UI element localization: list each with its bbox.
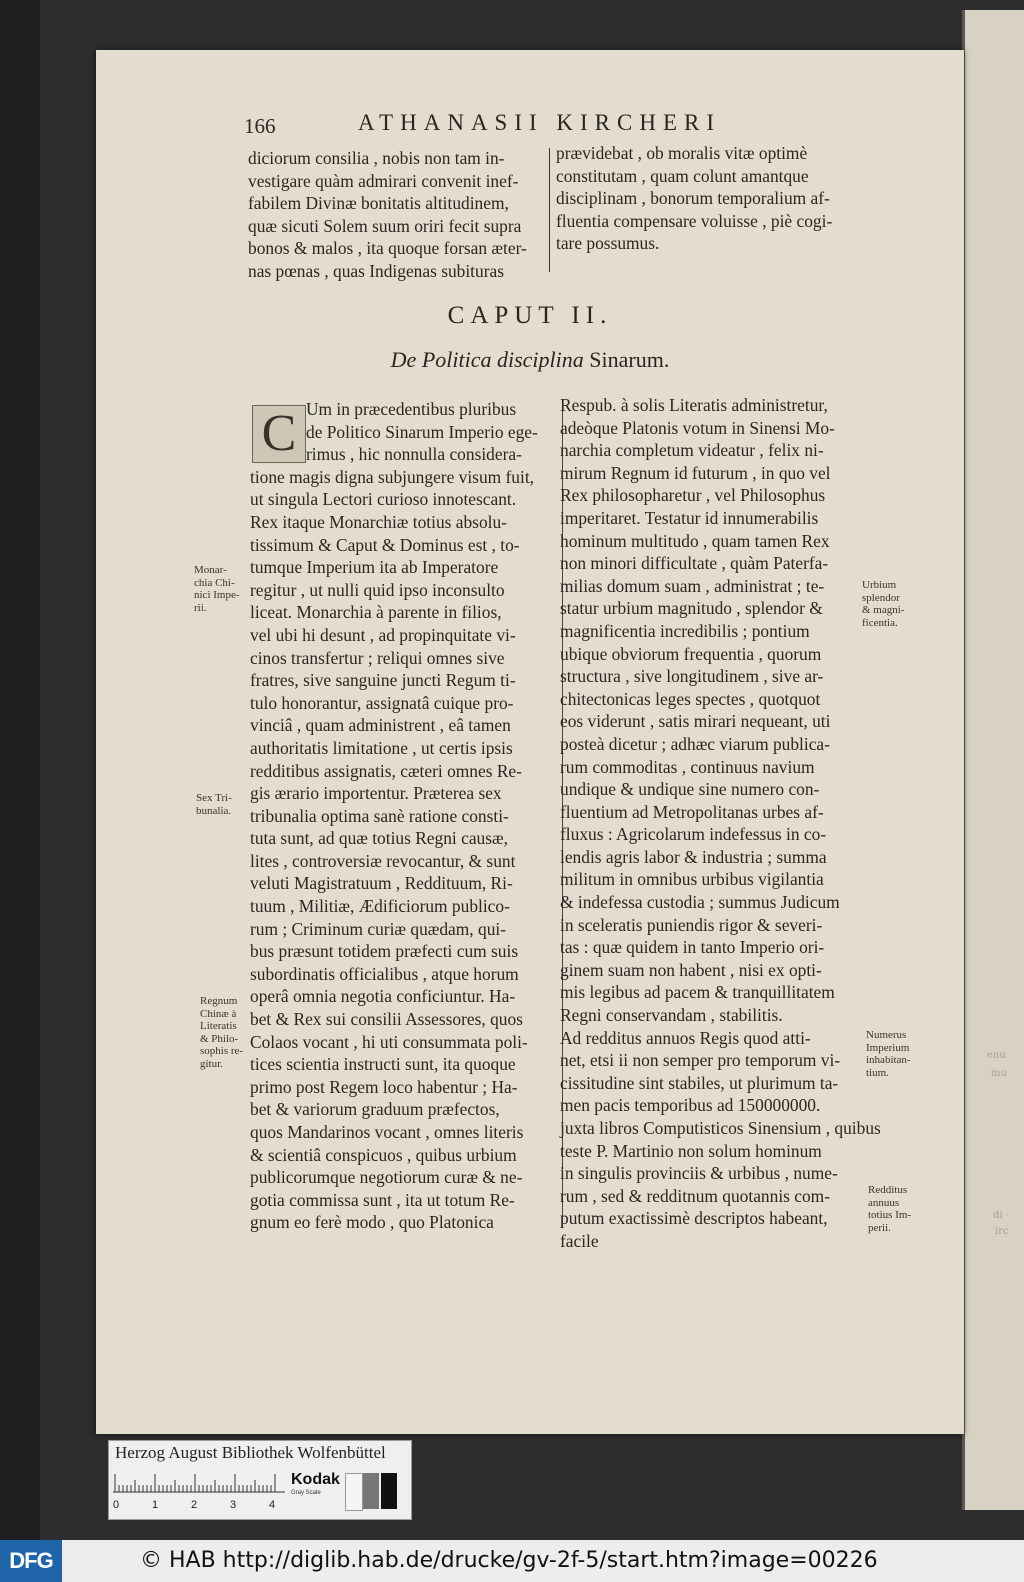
gray-scale-label: Gray Scale: [291, 1490, 321, 1496]
book-page: [96, 50, 964, 1434]
text-line: tices scientia instructi sunt, ita quoque: [250, 1054, 516, 1075]
text-line: net, etsi ii non semper pro temporum vi-: [560, 1050, 841, 1071]
text-line: bus præsunt totidem præfecti cum suis: [250, 941, 519, 962]
text-line: cinos transfertur ; reliqui omnes sive: [250, 647, 505, 668]
text-line: chitectonicas leges spectes , quotquot: [560, 688, 821, 709]
text-line: mirum Regnum id futurum , in quo vel: [560, 462, 831, 483]
column-rule-top: [549, 148, 550, 272]
text-line: Regni conservandam , stabilitis.: [560, 1005, 783, 1026]
ruler-number: 3: [230, 1499, 237, 1511]
ruler-number: 1: [152, 1499, 159, 1511]
text-line: subordinatis officialibus , atque horum: [250, 963, 519, 984]
marginal-note-urbium: [862, 579, 904, 629]
text-line: Ad redditus annuos Regis quod atti-: [560, 1027, 811, 1048]
text-line: vestigare quàm admirari convenit inef-: [248, 170, 519, 191]
marginal-line: bunalia.: [196, 804, 232, 817]
text-line: tissimum & Caput & Dominus est , to-: [250, 534, 520, 555]
left-dark-band: [0, 0, 40, 1540]
marginal-line: Monar-: [194, 564, 227, 576]
marginal-note-numerus: [866, 1029, 911, 1079]
text-line: facile: [560, 1230, 599, 1251]
text-line: gnum eo ferè modo , quo Platonica: [250, 1212, 494, 1233]
text-line: Um in præcedentibus pluribus: [306, 399, 517, 419]
chapter-title: CAPUT II.: [447, 302, 613, 329]
text-line: vel ubi hi desunt , ad propinquitate vi-: [250, 624, 516, 645]
marginal-line: sophis re-: [200, 1045, 244, 1058]
top-right-column: [556, 142, 856, 255]
body-left-column: [250, 398, 550, 1234]
copyright-link[interactable]: © HAB http://diglib.hab.de/drucke/gv-2f-5/start.htm?image=00226: [140, 1548, 878, 1573]
marginal-line: Numerus: [866, 1029, 907, 1041]
marginal-line: Redditus: [868, 1184, 908, 1196]
subtitle-italic: De Politica disciplina: [390, 347, 584, 372]
marginal-line: & magni-: [862, 604, 905, 617]
text-line: nas pœnas , quas Indigenas subituras: [248, 260, 504, 281]
marginal-line: inhabitan-: [866, 1054, 911, 1067]
ruler-number: 2: [191, 1499, 198, 1511]
text-line: fluentium ad Metropolitanas urbes af-: [560, 801, 824, 822]
text-line: fluxus : Agricolarum indefessus in co-: [560, 824, 827, 845]
text-line: statur urbium magnitudo , splendor &: [560, 598, 823, 619]
text-line: putum exactissimè descriptos habeant,: [560, 1208, 828, 1229]
marginal-line: ficentia.: [862, 616, 898, 629]
text-line: tribunalia optima sanè ratione consti-: [250, 805, 509, 826]
text-line: ut singula Lectori curioso innotescant.: [250, 489, 517, 510]
text-line: rum , sed & redditnum quotannis com-: [560, 1185, 830, 1206]
text-line: imperitaret. Testatur id innumerabilis: [560, 507, 819, 528]
text-line: in singulis provinciis & urbibus , nume-: [560, 1163, 838, 1184]
text-line: cissitudine sint stabiles, ut plurimum ta-: [560, 1072, 839, 1093]
text-line: Rex itaque Monarchiæ totius absolu-: [250, 511, 507, 532]
text-line: quæ sicuti Solem suum oriri fecit supra: [248, 215, 522, 236]
text-line: bet & variorum graduum præfectos,: [250, 1099, 500, 1120]
top-left-column: [248, 147, 546, 283]
ruler-number: 0: [113, 1499, 120, 1511]
text-line: redditibus assignatis, cæteri omnes Re-: [250, 760, 522, 781]
marginal-line: chia Chi-: [194, 576, 235, 589]
kodak-logo: Kodak: [291, 1471, 340, 1488]
text-line: constitutam , quam colunt amantque: [556, 165, 809, 186]
text-line: authoritatis limitatione , ut certis ipsis: [250, 737, 513, 758]
text-line: primo post Regem loco habentur ; Ha-: [250, 1076, 518, 1097]
text-line: fluentia compensare voluisse , piè cogi-: [556, 210, 833, 231]
text-line: tione magis digna subjungere visum fuit,: [250, 466, 535, 487]
text-line: tumque Imperium ita ab Imperatore: [250, 557, 499, 578]
text-line: quos Mandarinos vocant , omnes literis: [250, 1122, 524, 1142]
marginal-line: splendor: [862, 591, 900, 604]
text-line: Respub. à solis Literatis administretur,: [560, 395, 828, 415]
marginal-line: perii.: [868, 1221, 891, 1234]
marginal-note-regnum: [200, 995, 243, 1071]
text-line: prævidebat , ob moralis vitæ optimè: [556, 143, 808, 163]
text-line: narchia completum videatur , felix ni-: [560, 440, 824, 461]
library-name: Herzog August Bibliothek Wolfenbüttel: [115, 1443, 386, 1462]
text-line: gotia commissa sunt , ita ut totum Re-: [250, 1189, 515, 1210]
text-line: lites , controversiæ revocantur, & sunt: [250, 850, 516, 871]
text-line: juxta libros Computisticos Sinensium , quibus: [560, 1118, 881, 1138]
text-line: gis ærario importentur. Præterea sex: [250, 783, 502, 804]
swatch-black: [381, 1473, 397, 1509]
running-head: ATHANASII KIRCHERI: [358, 110, 722, 135]
text-line: regitur , ut nulli quid ipso inconsulto: [250, 579, 505, 600]
decorated-initial: C: [252, 405, 306, 463]
marginal-line: nici Impe-: [194, 589, 240, 602]
text-line: in sceleratis puniendis rigor & severi-: [560, 914, 823, 935]
marginal-line: Chinæ à: [200, 1007, 237, 1020]
marginal-note-redditus: [868, 1184, 911, 1234]
chapter-subtitle: [96, 347, 964, 373]
text-line: & scientiâ conspicuos , quibus urbium: [250, 1144, 517, 1165]
text-line: milias domum suam , administrat ; te-: [560, 575, 825, 596]
text-line: tuum , Militiæ, Ædificiorum publico-: [250, 896, 510, 917]
marginal-line: tium.: [866, 1066, 889, 1079]
marginal-line: gitur.: [200, 1057, 223, 1070]
text-line: ginem suam non habent , nisi ex opti-: [560, 959, 822, 980]
text-line: magnificentia incredibilis ; pontium: [560, 620, 810, 641]
swatch-gray: [363, 1473, 379, 1509]
marginal-line: Regnum: [200, 995, 238, 1007]
text-line: liceat. Monarchia à parente in filios,: [250, 602, 502, 623]
text-line: & indefessa custodia ; summus Judicum: [560, 892, 840, 913]
marginal-line: Imperium: [866, 1041, 910, 1054]
marginal-line: Urbium: [862, 579, 897, 591]
dfg-logo: DFG: [0, 1540, 62, 1582]
text-line: non minori difficultate , quàm Paterfa-: [560, 553, 829, 574]
swatch-white: [345, 1473, 363, 1511]
marginal-note-sex-tribunalia: [196, 792, 232, 817]
marginal-line: annuus: [868, 1196, 900, 1209]
text-line: men pacis temporibus ad 150000000.: [560, 1095, 821, 1116]
text-line: tulo honorantur, assignatâ cuique pro-: [250, 692, 514, 713]
text-line: disciplinam , bonorum temporalium af-: [556, 188, 830, 209]
text-line: diciorum consilia , nobis non tam in-: [248, 148, 505, 168]
text-line: rum ; Criminum curiæ quædam, qui-: [250, 918, 507, 939]
text-line: veluti Magistratuum , Reddituum, Ri-: [250, 873, 513, 894]
text-line: eos viderunt , satis mirari nequeant, uti: [560, 711, 831, 732]
text-line: tare possumus.: [556, 233, 660, 254]
text-line: ubique obviorum frequentia , quorum: [560, 643, 822, 664]
text-line: posteà dicetur ; adhæc viarum publica-: [560, 733, 830, 754]
text-line: tuta sunt, ad quæ totius Regni causæ,: [250, 828, 508, 849]
ruler-ticks: [113, 1473, 285, 1493]
text-line: rum commoditas , continuus navium: [560, 756, 815, 777]
text-line: Colaos vocant , hi uti consummata poli-: [250, 1031, 528, 1052]
text-line: tas : quæ quidem in tanto Imperio ori-: [560, 937, 825, 958]
color-scale-card: [108, 1440, 412, 1520]
text-line: teste P. Martinio non solum hominum: [560, 1140, 822, 1161]
text-line: hominum multitudo , quam tamen Rex: [560, 530, 830, 551]
text-line: adeòque Platonis votum in Sinensi Mo-: [560, 417, 835, 438]
text-line: publicorumque negotiorum curæ & ne-: [250, 1167, 523, 1188]
text-line: operâ omnia negotia conficiuntur. Ha-: [250, 986, 516, 1007]
text-line: structura , sive longitudinem , sive ar-: [560, 666, 824, 687]
ruler-number: 4: [269, 1499, 276, 1511]
marginal-note-monarchia: [194, 564, 240, 614]
text-line: vinciâ , quam administrent , eâ tamen: [250, 715, 511, 736]
page-number: 166: [244, 114, 276, 138]
text-line: bonos & malos , ita quoque forsan æter-: [248, 238, 527, 259]
text-line: fabilem Divinæ bonitatis altitudinem,: [248, 193, 509, 214]
marginal-line: & Philo-: [200, 1032, 239, 1045]
text-line: militum in omnibus urbibus vigilantia: [560, 869, 824, 890]
marginal-line: Literatis: [200, 1020, 237, 1033]
text-line: lendis agris labor & industria ; summa: [560, 846, 827, 867]
marginal-line: totius Im-: [868, 1209, 912, 1222]
text-line: Rex philosopharetur , vel Philosophus: [560, 485, 826, 506]
text-line: rimus , hic nonnulla considera-: [306, 444, 522, 465]
marginal-line: rii.: [194, 601, 207, 614]
footer-bar: [0, 1540, 1024, 1582]
text-line: undique & undique sine numero con-: [560, 779, 820, 800]
text-line: de Politico Sinarum Imperio ege-: [306, 421, 538, 442]
adjacent-page-edge: enu mu di · irc: [962, 10, 1024, 1510]
text-line: mis legibus ad pacem & tranquillitatem: [560, 982, 835, 1003]
page-header: [96, 110, 964, 140]
marginal-line: Sex Tri-: [196, 792, 232, 804]
text-line: fratres, sive sanguine juncti Regum ti-: [250, 670, 516, 691]
subtitle-roman: Sinarum.: [589, 347, 670, 372]
text-line: bet & Rex sui consilii Assessores, quos: [250, 1009, 523, 1030]
